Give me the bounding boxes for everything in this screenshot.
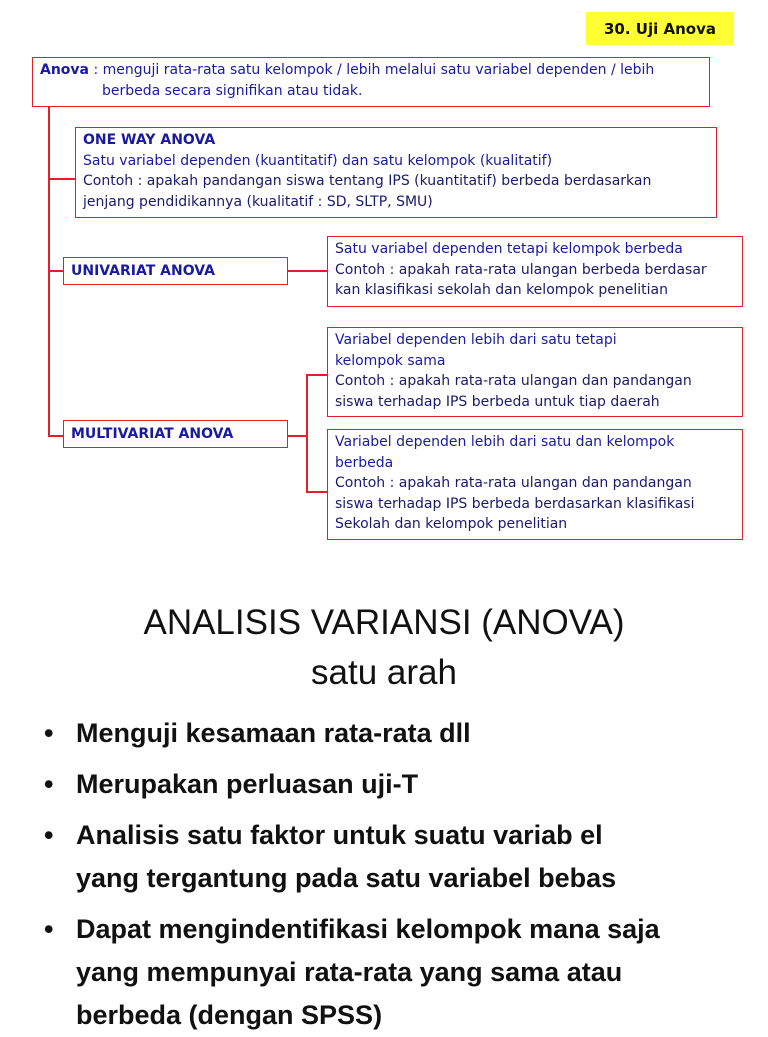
connector-univariat xyxy=(48,270,63,272)
bullet-item xyxy=(44,763,744,806)
connector-multi-a xyxy=(306,374,328,376)
multi-b-line3: Contoh : apakah rata-rata ulangan dan pandangan xyxy=(335,475,692,491)
connector-multi-b xyxy=(306,491,328,493)
multi-b-line2: berbeda xyxy=(335,454,394,471)
bullet-text: Menguji kesamaan rata-rata dll xyxy=(76,718,471,748)
connector-multivariat xyxy=(48,435,63,437)
slide-heading-line2: satu arah xyxy=(311,653,457,692)
bullet-text: Dapat mengindentifikasi kelompok mana saja xyxy=(76,914,660,944)
anova-term: Anova xyxy=(40,62,89,78)
bullet-text-cont: yang tergantung pada satu variabel bebas xyxy=(76,863,617,893)
multivariat-anova-box xyxy=(63,420,288,448)
connector-multi-right xyxy=(288,435,308,437)
one-way-title: ONE WAY ANOVA xyxy=(83,132,216,148)
univariat-desc-line1: Satu variabel dependen tetapi kelompok berbeda xyxy=(335,241,683,257)
bullet-dot: • xyxy=(44,718,54,748)
multi-a-line3: Contoh : apakah rata-rata ulangan dan pandangan xyxy=(335,373,692,389)
one-way-line3: jenjang pendidikannya (kualitatif : SD, SLTP, SMU) xyxy=(83,193,433,210)
multivariat-description-a-box xyxy=(327,327,743,417)
multi-b-line4: siswa terhadap IPS berbeda berdasarkan klasifikasi xyxy=(335,495,695,512)
slide-number-tag: 30. Uji Anova xyxy=(586,12,734,45)
anova-definition-line1: : menguji rata-rata satu kelompok / lebih melalui satu variabel dependen / lebih xyxy=(89,62,655,78)
bullet-list xyxy=(44,712,744,1037)
one-way-anova-box xyxy=(75,127,717,218)
bullet-text: Merupakan perluasan uji-T xyxy=(76,769,419,799)
bullet-text-cont: yang mempunyai rata-rata yang sama atau xyxy=(76,957,623,987)
slide-heading-line1: ANALISIS VARIANSI (ANOVA) xyxy=(143,603,625,642)
multi-b-line1: Variabel dependen lebih dari satu dan kelompok xyxy=(335,434,675,450)
bullet-item xyxy=(44,908,744,1037)
univariat-anova-box xyxy=(63,257,288,285)
bullet-item xyxy=(44,712,744,755)
multivariat-description-b-box xyxy=(327,429,743,540)
univariat-desc-line2: Contoh : apakah rata-rata ulangan berbeda berdasar xyxy=(335,261,707,278)
univariat-label: UNIVARIAT ANOVA xyxy=(71,263,215,279)
anova-definition-box xyxy=(32,57,710,107)
anova-definition-line2: berbeda secara signifikan atau tidak. xyxy=(102,82,363,99)
one-way-line2: Contoh : apakah pandangan siswa tentang IPS (kuantitatif) berbeda berdasarkan xyxy=(83,173,652,189)
bullet-dot: • xyxy=(44,820,54,850)
connector-trunk xyxy=(48,107,50,437)
bullet-dot: • xyxy=(44,769,54,799)
connector-multi-vertical xyxy=(306,374,308,492)
multi-a-line2: kelompok sama xyxy=(335,352,446,369)
bullet-dot: • xyxy=(44,914,54,944)
connector-one-way xyxy=(48,178,75,180)
multivariat-label: MULTIVARIAT ANOVA xyxy=(71,426,234,442)
bullet-text: Analisis satu faktor untuk suatu variab el xyxy=(76,820,603,850)
bullet-text-cont: berbeda (dengan SPSS) xyxy=(76,1000,383,1030)
one-way-line1: Satu variabel dependen (kuantitatif) dan satu kelompok (kualitatif) xyxy=(83,152,553,169)
connector-univariat-right xyxy=(288,270,328,272)
univariat-description-box xyxy=(327,236,743,307)
multi-a-line4: siswa terhadap IPS berbeda untuk tiap daerah xyxy=(335,393,660,410)
multi-a-line1: Variabel dependen lebih dari satu tetapi xyxy=(335,332,617,348)
bullet-item xyxy=(44,814,744,900)
univariat-desc-line3: kan klasifikasi sekolah dan kelompok penelitian xyxy=(335,282,668,298)
multi-b-line5: Sekolah dan kelompok penelitian xyxy=(335,516,568,532)
